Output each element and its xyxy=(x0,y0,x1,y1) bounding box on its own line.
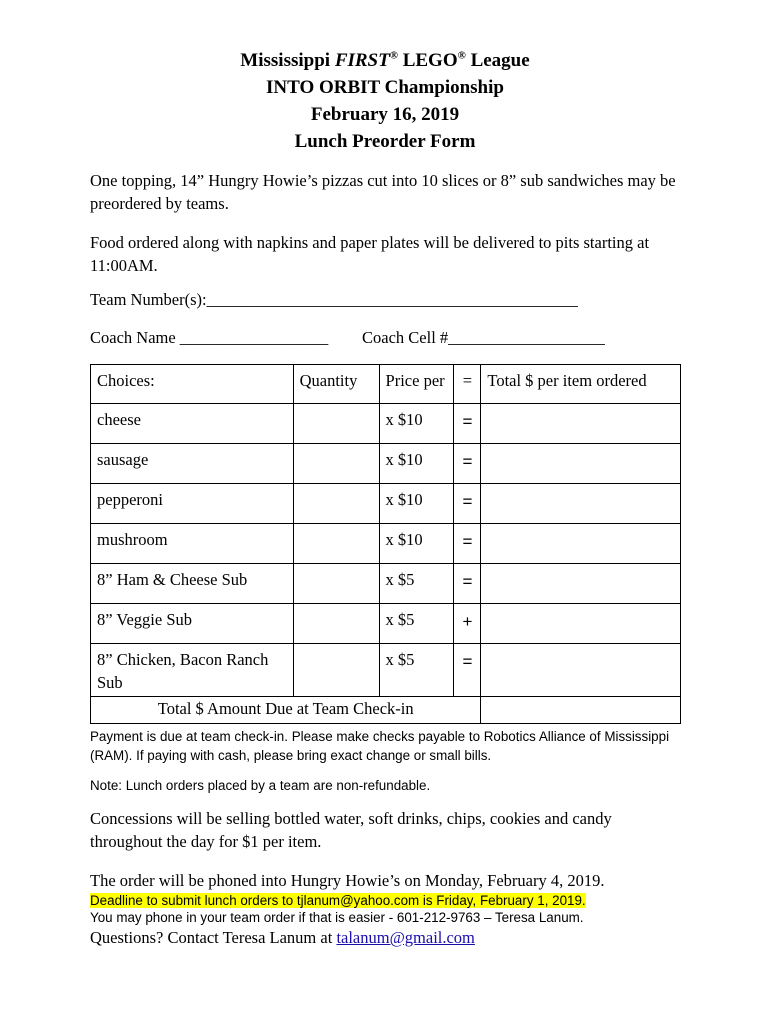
item-name: pepperoni xyxy=(91,484,294,524)
table-row xyxy=(91,404,681,444)
quantity-cell[interactable] xyxy=(293,644,379,697)
quantity-cell[interactable] xyxy=(293,604,379,644)
title-league: League xyxy=(465,50,530,71)
title-lego: LEGO xyxy=(397,50,458,71)
form-title-line2: INTO ORBIT Championship xyxy=(266,77,504,98)
item-price: x $10 xyxy=(379,524,454,564)
total-row xyxy=(91,697,681,724)
item-price: x $10 xyxy=(379,404,454,444)
quantity-cell[interactable] xyxy=(293,564,379,604)
operator: + xyxy=(454,604,481,644)
phone-in-note: You may phone in your team order if that is easier - 601-212-9763 – Teresa Lanum. xyxy=(90,910,584,925)
quantity-cell[interactable] xyxy=(293,484,379,524)
item-name: mushroom xyxy=(91,524,294,564)
table-row xyxy=(91,604,681,644)
operator: = xyxy=(454,404,481,444)
registered-mark: ® xyxy=(457,49,466,62)
operator: = xyxy=(454,524,481,564)
item-price: x $10 xyxy=(379,444,454,484)
deadline-highlight: Deadline to submit lunch orders to tjlanum@yahoo.com is Friday, February 1, 2019. xyxy=(90,893,586,908)
grand-total-cell[interactable] xyxy=(481,697,681,724)
questions-text: Questions? Contact Teresa Lanum at xyxy=(90,928,337,947)
table-row xyxy=(91,644,681,697)
quantity-cell[interactable] xyxy=(293,524,379,564)
form-title-name: Lunch Preorder Form xyxy=(294,131,476,152)
item-price: x $5 xyxy=(379,604,454,644)
order-phone-note: The order will be phoned into Hungry Howie’s on Monday, February 4, 2019. xyxy=(90,871,605,890)
operator: = xyxy=(454,444,481,484)
header-total: Total $ per item ordered xyxy=(481,365,681,404)
payment-note: Payment is due at team check-in. Please make checks payable to Robotics Alliance of Mississippi (RAM). If paying with cash, please bring exact change or small bills. xyxy=(90,729,670,763)
refund-note: Note: Lunch orders placed by a team are non-refundable. xyxy=(90,778,431,793)
item-name: sausage xyxy=(91,444,294,484)
item-name: 8” Ham & Cheese Sub xyxy=(91,564,294,604)
item-total-cell[interactable] xyxy=(481,604,681,644)
team-number-field[interactable]: Team Number(s):_____________________________________________ xyxy=(90,290,578,309)
item-total-cell[interactable] xyxy=(481,564,681,604)
item-total-cell[interactable] xyxy=(481,444,681,484)
registered-mark: ® xyxy=(389,49,398,62)
operator: = xyxy=(454,644,481,697)
intro-paragraph-1: One topping, 14” Hungry Howie’s pizzas cut into 10 slices or 8” sub sandwiches may be preordered by teams. xyxy=(90,171,676,213)
table-header-row xyxy=(91,365,681,404)
item-total-cell[interactable] xyxy=(481,484,681,524)
coach-cell-field[interactable]: Coach Cell #___________________ xyxy=(362,328,605,347)
operator: = xyxy=(454,484,481,524)
form-title-date: February 16, 2019 xyxy=(310,104,460,125)
contact-email-link[interactable]: talanum@gmail.com xyxy=(336,928,475,947)
title-text: Mississippi xyxy=(240,50,335,71)
table-row xyxy=(91,524,681,564)
item-total-cell[interactable] xyxy=(481,524,681,564)
item-name: cheese xyxy=(91,404,294,444)
item-name: 8” Veggie Sub xyxy=(91,604,294,644)
table-row xyxy=(91,564,681,604)
quantity-cell[interactable] xyxy=(293,404,379,444)
item-total-cell[interactable] xyxy=(481,644,681,697)
header-quantity: Quantity xyxy=(293,365,379,404)
intro-paragraph-2: Food ordered along with napkins and paper plates will be delivered to pits starting at 11:00AM. xyxy=(90,233,650,275)
questions-line xyxy=(90,926,690,949)
total-amount-label: Total $ Amount Due at Team Check-in xyxy=(91,697,481,724)
item-total-cell[interactable] xyxy=(481,404,681,444)
header-choices: Choices: xyxy=(91,365,294,404)
quantity-cell[interactable] xyxy=(293,444,379,484)
item-price: x $5 xyxy=(379,644,454,697)
concessions-paragraph: Concessions will be selling bottled water, soft drinks, chips, cookies and candy throughout the day for $1 per item. xyxy=(90,809,612,851)
header-equals: = xyxy=(454,365,481,404)
item-price: x $10 xyxy=(379,484,454,524)
coach-name-field[interactable]: Coach Name __________________ xyxy=(90,328,329,347)
header-price: Price per xyxy=(379,365,454,404)
order-table xyxy=(90,364,681,724)
title-first: FIRST xyxy=(334,50,390,71)
operator: = xyxy=(454,564,481,604)
item-price: x $5 xyxy=(379,564,454,604)
form-title-line1 xyxy=(0,47,770,74)
table-row xyxy=(91,444,681,484)
item-name: 8” Chicken, Bacon Ranch Sub xyxy=(91,644,294,697)
table-row xyxy=(91,484,681,524)
